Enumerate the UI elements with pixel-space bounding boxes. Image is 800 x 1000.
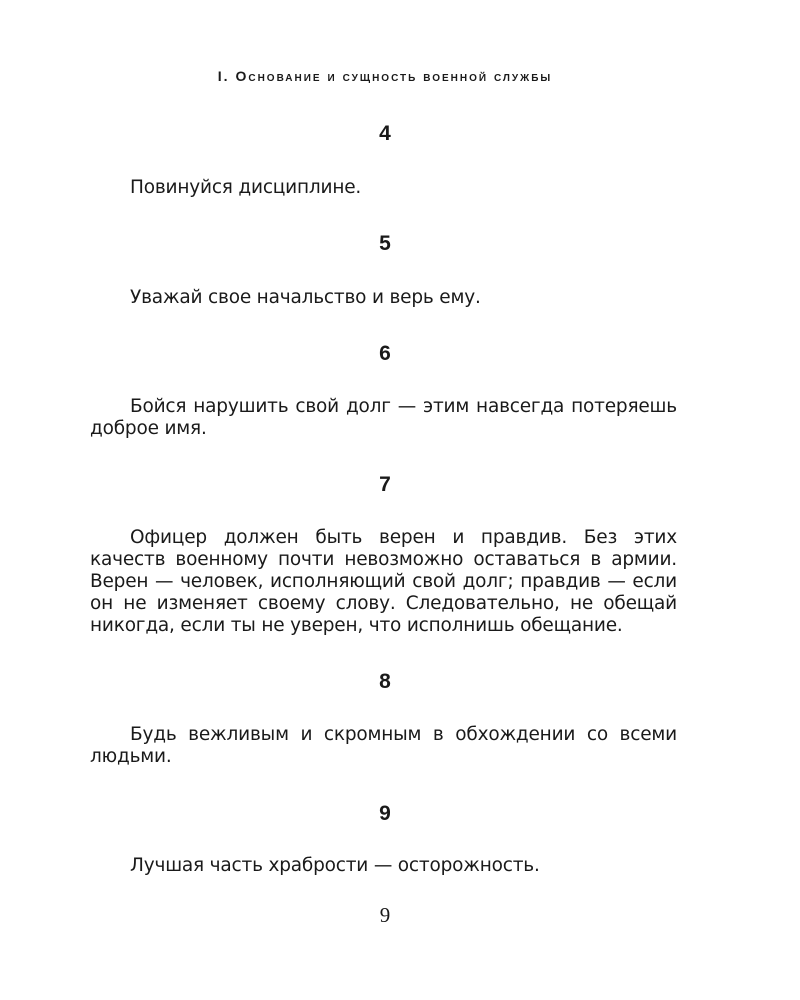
section-number-6: 6 (379, 342, 391, 365)
section-text-5: Уважай свое начальство и верь ему. (130, 287, 481, 308)
section-number-8: 8 (379, 670, 391, 693)
section-text-9: Лучшая часть храбрости — осторожность. (130, 855, 540, 876)
section-text-6: Бойся нарушить свой долг — этим навсегда потеряешь доброе имя. (90, 396, 677, 439)
section-number-7: 7 (379, 473, 391, 496)
section-text-7: Офицер должен быть верен и правдив. Без этих качеств военному почти невозможно оставаться в армии. Верен — человек, исполняющий свой долг; правдив — если он не изменяет своему слову. Следовательно, не обещай никогда, если ты не уверен, что исполнишь обещание. (90, 527, 677, 636)
section-number-9: 9 (379, 802, 391, 825)
page-number: 9 (379, 903, 391, 927)
section-text-8: Будь вежливым и скромным в обхождении со всеми людьми. (90, 724, 677, 767)
running-head: I. Основание и сущность военной службы (217, 68, 553, 84)
section-number-5: 5 (379, 232, 391, 255)
section-text-4: Повинуйся дисциплине. (130, 177, 362, 198)
section-number-4: 4 (379, 122, 391, 145)
